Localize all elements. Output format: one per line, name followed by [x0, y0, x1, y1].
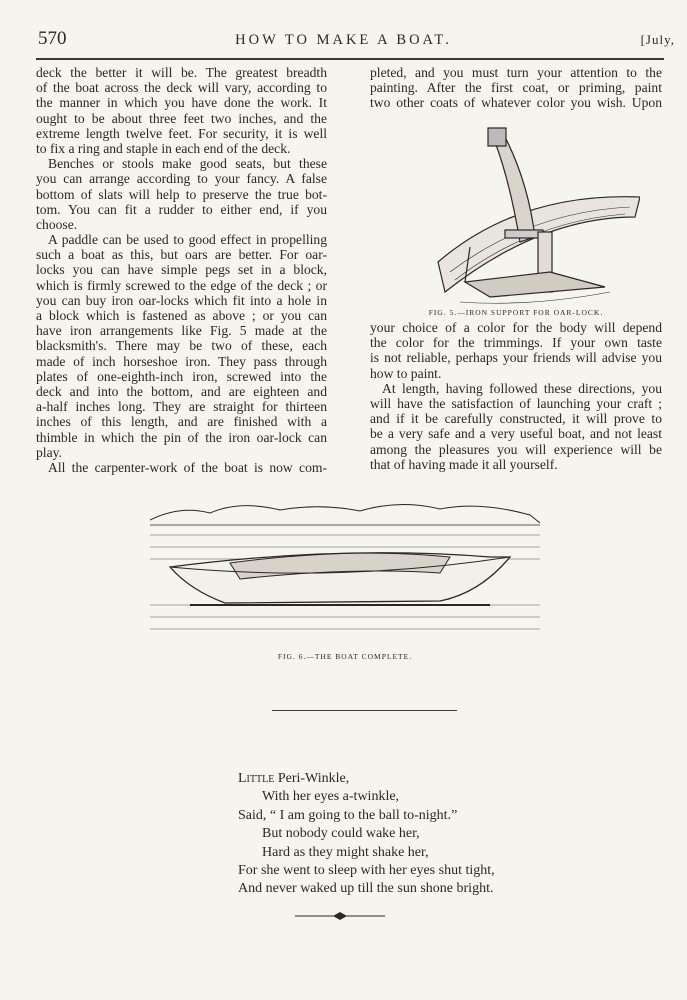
text-line: made of inch horseshoe iron. They pass through: [36, 353, 327, 369]
figure-6-caption: FIG. 6.—THE BOAT COMPLETE.: [277, 652, 413, 661]
figure-5-caption: FIG. 5.—IRON SUPPORT FOR OAR-LOCK.: [428, 308, 604, 317]
text-line: tom. You can fit a rudder to either end, if you: [36, 201, 327, 217]
figure-6-boat-illustration: [150, 495, 540, 645]
text-line: play.: [36, 444, 62, 460]
poem-line: And never waked up till the sun shone bright.: [238, 881, 494, 897]
text-line: is not reliable, perhaps your friends will advise you: [370, 350, 662, 366]
figure-5-oarlock-illustration: [430, 122, 640, 312]
right-column-bottom: [370, 320, 662, 472]
text-line: you can buy iron oar-locks which fit into a hole in: [36, 292, 327, 308]
text-line: the color for the trimmings. If your own taste: [370, 335, 662, 351]
text-line: will have the satisfaction of launching your craft ;: [370, 395, 662, 411]
ornament-divider: [295, 910, 385, 922]
poem-line: But nobody could wake her,: [262, 826, 420, 842]
text-line: Benches or stools make good seats, but these: [48, 156, 327, 172]
section-divider: [272, 710, 457, 711]
text-line: a block which is fastened as above ; or you can: [36, 308, 327, 323]
text-line: choose.: [36, 216, 78, 232]
text-line: locks you can have simple pegs set in a block,: [36, 262, 327, 278]
text-line: the manner in which you have done the work. It: [36, 95, 327, 111]
text-line: extreme length twelve feet. For security, it is well: [36, 125, 327, 141]
poem-line: Said, “ I am going to the ball to-night.”: [238, 807, 458, 823]
text-line: inches of this length, and are finished with a: [36, 414, 327, 430]
text-line: be a very safe and a very useful boat, and not least: [370, 426, 662, 442]
poem-first-word: Little: [238, 771, 275, 786]
header-rule: [36, 58, 664, 60]
text-line: ought to be about three feet two inches, and the: [36, 110, 327, 126]
poem-line: Hard as they might shake her,: [262, 844, 429, 860]
text-line: plates of one-eighth-inch iron, screwed into the: [36, 368, 327, 384]
text-line: two other coats of whatever color you wish. Upon: [370, 95, 662, 111]
text-line: thimble in which the pin of the iron oar-lock can: [36, 429, 327, 445]
right-column-top: [370, 65, 662, 111]
poem-line: Little Peri-Winkle,: [238, 771, 350, 786]
poem: [238, 770, 495, 899]
text-line: that of having made it all yourself.: [370, 456, 558, 472]
running-title: HOW TO MAKE A BOAT.: [235, 32, 452, 48]
text-line: a-half inches long. They are straight for thirteen: [36, 399, 327, 415]
text-line: such a boat as this, but oars are better. For oar-: [36, 247, 327, 263]
text-line: A paddle can be used to good effect in propelling: [48, 232, 327, 248]
text-line: bottom of slats will help to preserve the true bot-: [36, 186, 327, 202]
text-line: have iron arrangements like Fig. 5 made at the: [36, 323, 327, 339]
text-line: among the pleasures you will experience will be: [370, 441, 662, 457]
text-line: deck the better it will be. The greatest breadth: [36, 65, 327, 80]
issue-label: [July,: [640, 32, 675, 47]
text-line: blacksmith's. There may be two of these, each: [36, 338, 327, 354]
text-line: and if it be carefully constructed, it will prove to: [370, 411, 662, 427]
text-line: you can arrange according to your fancy. A false: [36, 171, 327, 187]
page-number: 570: [38, 28, 67, 49]
text-line: which is firmly screwed to the edge of the deck ; or: [36, 277, 327, 293]
text-line: pleted, and you must turn your attention to the: [370, 65, 662, 80]
text-line: At length, having followed these directions, you: [382, 380, 662, 396]
text-line: your choice of a color for the body will depend: [370, 320, 662, 335]
left-column: [36, 65, 327, 475]
text-line: All the carpenter-work of the boat is now com-: [48, 459, 327, 475]
text-line: deck and into the bottom, and are eighteen and: [36, 383, 327, 399]
text-line: painting. After the first coat, or priming, paint: [370, 80, 662, 96]
text-line: of the boat across the deck will vary, according to: [36, 80, 327, 96]
poem-line: With her eyes a-twinkle,: [262, 789, 400, 805]
text-line: to fix a ring and staple in each end of the deck.: [36, 140, 291, 156]
text-line: how to paint.: [370, 365, 442, 381]
poem-line: For she went to sleep with her eyes shut tight,: [238, 863, 495, 879]
